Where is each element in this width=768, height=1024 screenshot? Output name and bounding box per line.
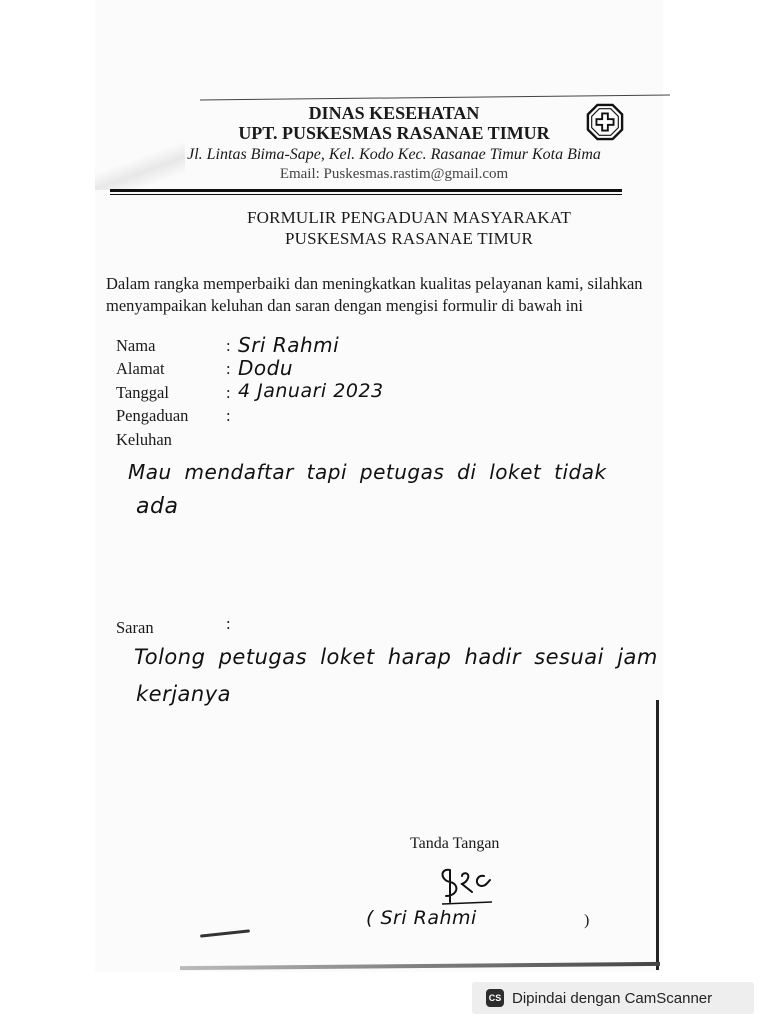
complaint-colon: : xyxy=(226,406,231,425)
date-label-text: Tanggal xyxy=(116,383,169,402)
intro-paragraph: Dalam rangka memperbaiki dan meningkatkan kualitas pelayanan kami, silahkan menyampaikan keluhan dan saran dengan mengisi formulir di bawah ini xyxy=(106,274,643,315)
date-colon: : xyxy=(226,383,231,402)
camscanner-watermark xyxy=(472,982,754,1014)
name-label xyxy=(116,336,226,356)
suggestion-text-line1: Tolong petugas loket harap hadir sesuai jam xyxy=(134,645,658,669)
suggestion-label-text: Saran xyxy=(116,618,154,637)
suggestion-label xyxy=(116,618,226,638)
address-value: Dodu xyxy=(238,356,294,380)
letterhead-rule-thin xyxy=(110,194,622,195)
form-title-line2: PUSKESMAS RASANAE TIMUR xyxy=(284,229,533,248)
form-title-line1: FORMULIR PENGADUAN MASYARAKAT xyxy=(246,208,572,227)
letterhead-address: Jl. Lintas Bima-Sape, Kel. Kodo Kec. Rasanae Timur Kota Bima xyxy=(187,146,601,163)
address-label-text: Alamat xyxy=(116,359,165,378)
address-label xyxy=(116,359,226,379)
signature-name: ( Sri Rahmi xyxy=(366,907,477,929)
name-value: Sri Rahmi xyxy=(238,333,340,357)
complaint-label-text: Pengaduan xyxy=(116,406,189,425)
suggestion-text-line2: kerjanya xyxy=(136,682,232,706)
letterhead-email: Email: Puskesmas.rastim@gmail.com xyxy=(279,166,509,182)
handwritten-signature xyxy=(436,862,496,908)
letterhead-rule-thick xyxy=(110,189,622,192)
letterhead-unit: UPT. PUSKESMAS RASANAE TIMUR xyxy=(238,123,550,143)
signature-label: Tanda Tangan xyxy=(410,835,500,852)
name-label-text: Nama xyxy=(116,336,156,355)
date-label xyxy=(116,383,226,403)
health-cross-logo-icon xyxy=(586,103,624,141)
letterhead-agency: DINAS KESEHATAN xyxy=(308,103,480,123)
name-colon: : xyxy=(226,336,231,355)
camscanner-logo-icon: CS xyxy=(486,989,504,1007)
keluhan-label-text: Keluhan xyxy=(116,430,172,449)
camscanner-text: Dipindai dengan CamScanner xyxy=(512,989,713,1007)
keluhan-label xyxy=(116,430,226,450)
paper-right-edge xyxy=(656,700,659,970)
complaint-text-line1: Mau mendaftar tapi petugas di loket tidak xyxy=(128,460,607,484)
complaint-text-line2: ada xyxy=(136,494,179,519)
suggestion-colon: : xyxy=(226,614,231,633)
date-value: 4 Januari 2023 xyxy=(238,380,384,402)
complaint-label xyxy=(116,406,226,426)
signature-paren-close: ) xyxy=(584,912,590,929)
address-colon: : xyxy=(226,359,231,378)
